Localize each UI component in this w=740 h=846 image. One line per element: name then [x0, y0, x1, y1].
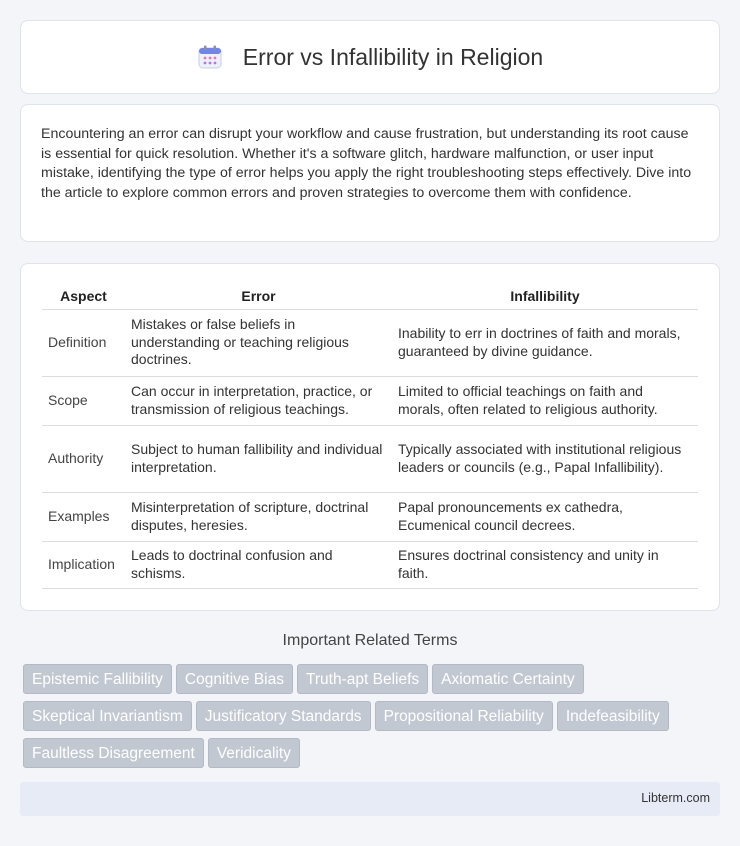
- cell-error: Misinterpretation of scripture, doctrinal disputes, heresies.: [125, 492, 392, 541]
- table-row: [42, 492, 698, 541]
- cell-infallibility: Inability to err in doctrines of faith and morals, guaranteed by divine guidance.: [392, 309, 698, 376]
- cell-infallibility: Limited to official teachings on faith and morals, often related to religious authority.: [392, 376, 698, 425]
- header-error: Error: [125, 284, 392, 309]
- related-term-tag[interactable]: Epistemic Fallibility: [23, 664, 172, 694]
- page-title: Error vs Infallibility in Religion: [242, 43, 544, 70]
- related-term-tag[interactable]: Cognitive Bias: [176, 664, 293, 694]
- header-infallibility: Infallibility: [392, 284, 698, 309]
- cell-infallibility: Papal pronouncements ex cathedra, Ecumenical council decrees.: [392, 492, 698, 541]
- related-term-tag[interactable]: Skeptical Invariantism: [23, 701, 192, 731]
- table-row: [42, 541, 698, 588]
- cell-error: Leads to doctrinal confusion and schisms.: [125, 541, 392, 588]
- cell-aspect: Scope: [42, 376, 125, 425]
- cell-error: Can occur in interpretation, practice, or transmission of religious teachings.: [125, 376, 392, 425]
- intro-text: Encountering an error can disrupt your workflow and cause frustration, but understanding its root cause is essential for quick resolution. Whether it's a software glitch, hardware malfunction, or user input mistake, identifying the type of error helps you apply the right troubleshooting steps effectively. Dive into the article to explore common errors and proven strategies to overcome them with confidence.: [41, 126, 692, 201]
- table-header-row: [42, 284, 698, 309]
- related-terms-title: Important Related Terms: [282, 632, 458, 649]
- related-term-tag[interactable]: Axiomatic Certainty: [432, 664, 584, 694]
- header-card: [20, 20, 720, 94]
- related-term-tag[interactable]: Truth-apt Beliefs: [297, 664, 428, 694]
- comparison-table-card: [20, 263, 720, 611]
- calendar-icon: [197, 44, 223, 70]
- footer-site-link[interactable]: Libterm.com: [641, 791, 710, 805]
- cell-aspect: Authority: [42, 425, 125, 492]
- header-aspect: Aspect: [42, 284, 125, 309]
- cell-aspect: Implication: [42, 541, 125, 588]
- table-row: [42, 425, 698, 492]
- table-row: [42, 309, 698, 376]
- table-row: [42, 376, 698, 425]
- related-term-tag[interactable]: Indefeasibility: [557, 701, 669, 731]
- comparison-table: [42, 284, 698, 589]
- related-term-tag[interactable]: Veridicality: [208, 738, 300, 768]
- related-term-tag[interactable]: Justificatory Standards: [196, 701, 371, 731]
- cell-error: Mistakes or false beliefs in understanding or teaching religious doctrines.: [125, 309, 392, 376]
- footer: [20, 782, 720, 816]
- cell-aspect: Examples: [42, 492, 125, 541]
- cell-infallibility: Typically associated with institutional religious leaders or councils (e.g., Papal Infallibility).: [392, 425, 698, 492]
- cell-aspect: Definition: [42, 309, 125, 376]
- related-term-tag[interactable]: Faultless Disagreement: [23, 738, 204, 768]
- related-term-tag[interactable]: Propositional Reliability: [375, 701, 553, 731]
- cell-infallibility: Ensures doctrinal consistency and unity in faith.: [392, 541, 698, 588]
- intro-card: [20, 104, 720, 242]
- cell-error: Subject to human fallibility and individual interpretation.: [125, 425, 392, 492]
- related-terms-list: [23, 664, 723, 775]
